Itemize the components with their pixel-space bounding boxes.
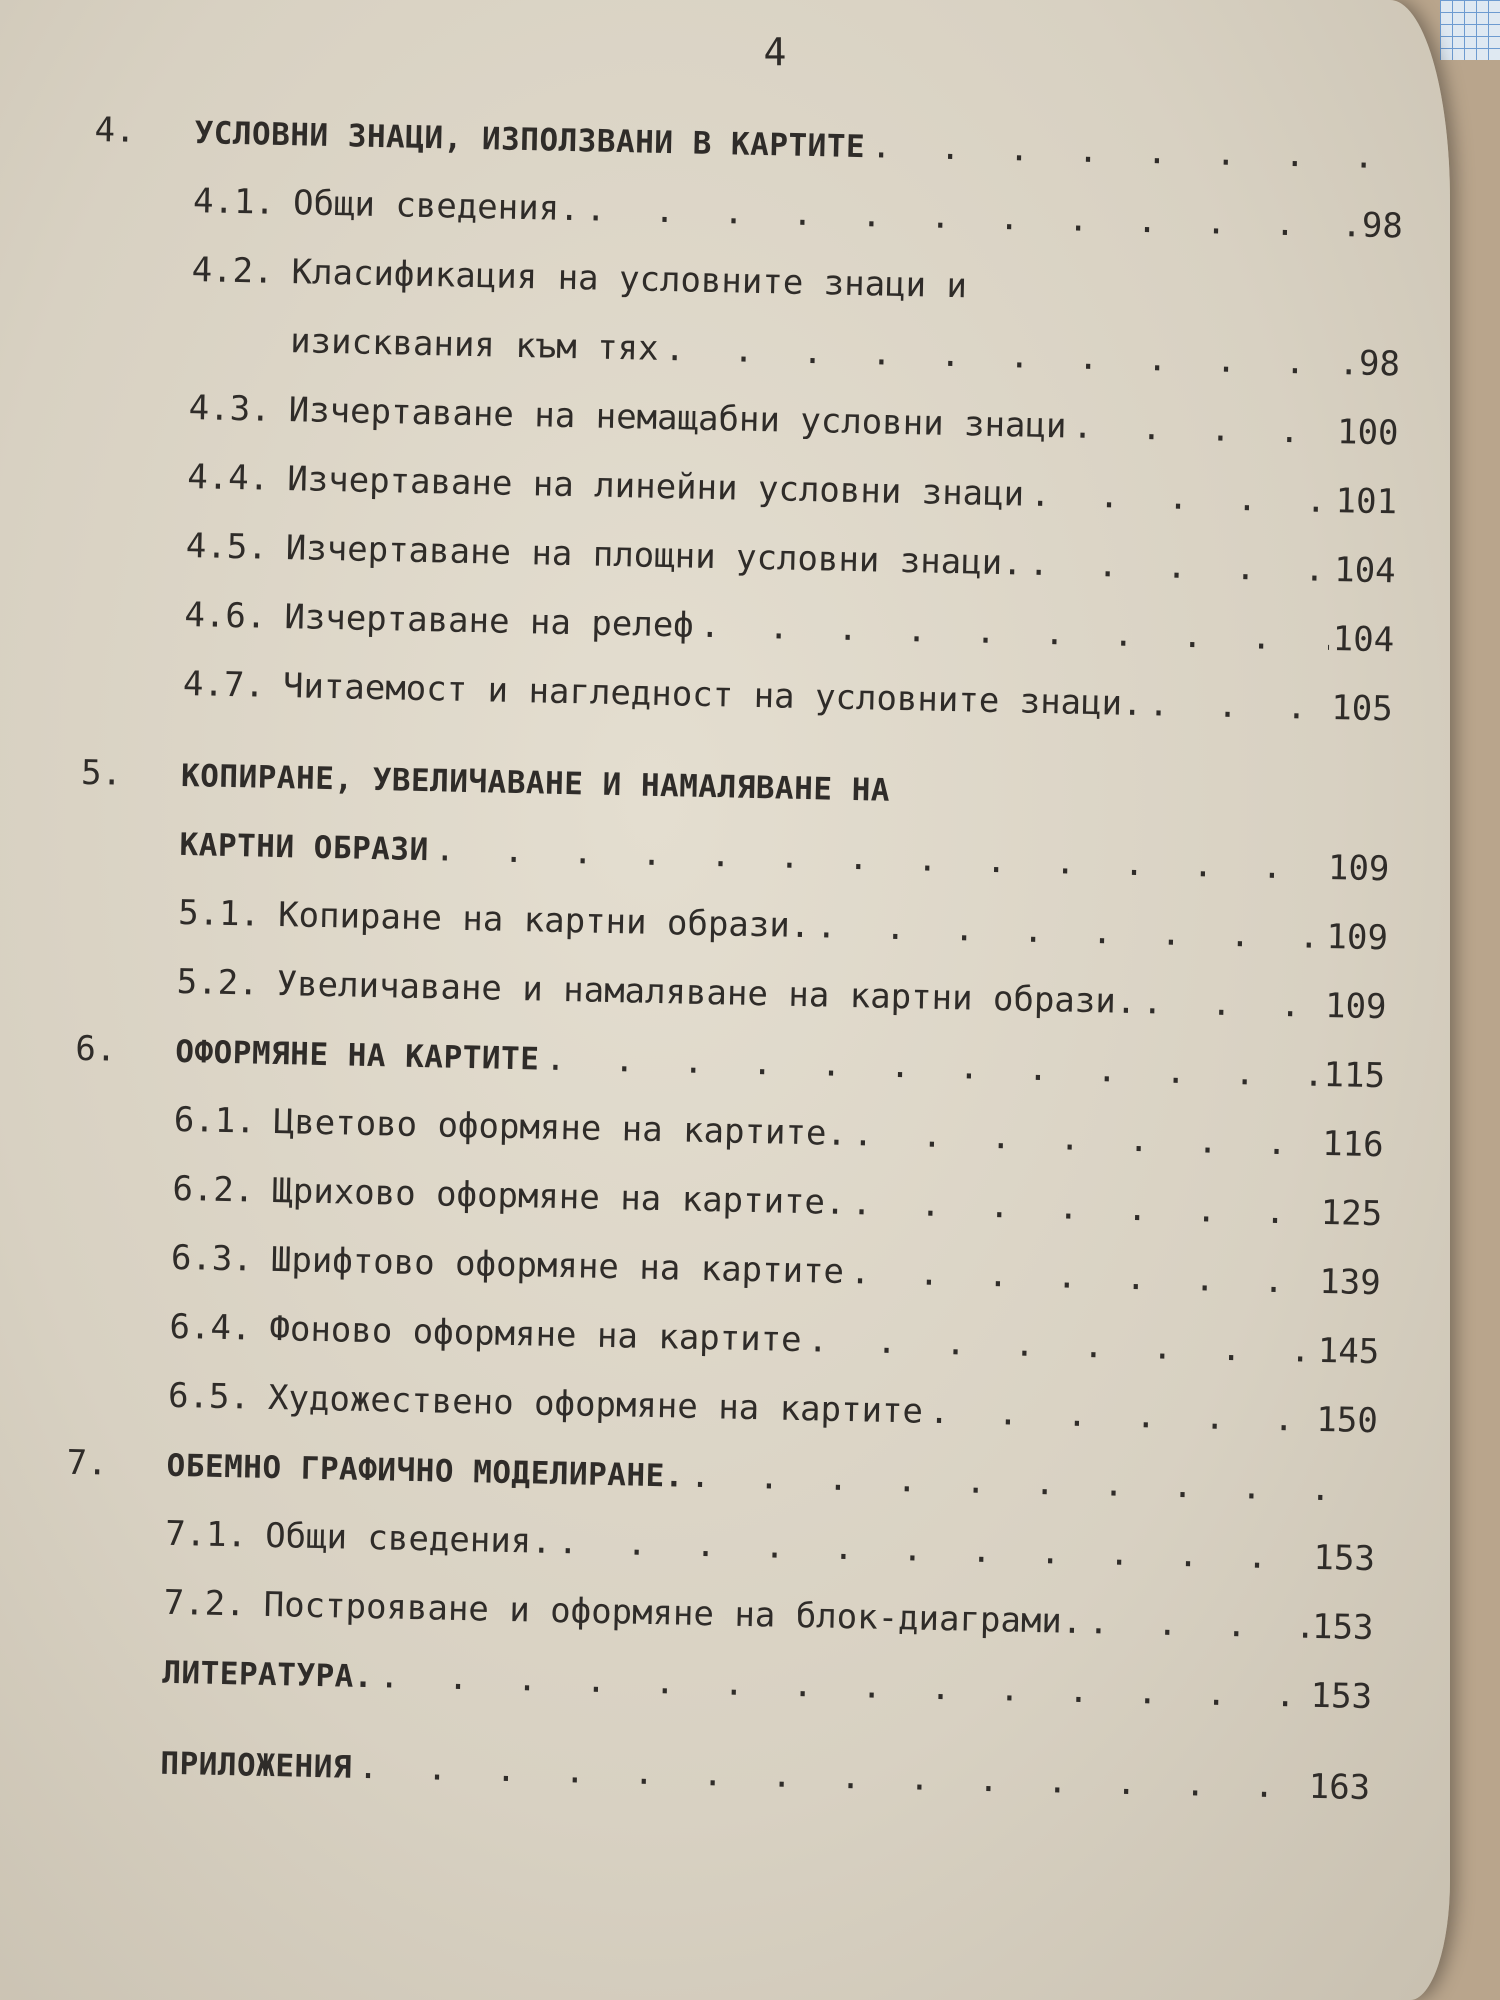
dot-leader [865,126,1405,177]
dot-leader [1024,475,1332,521]
toc-section-number-blank [79,853,179,855]
toc-entry-number: 4.5. [185,526,269,568]
toc-entry-title: Изчертаване на релеф [284,597,695,646]
toc-page-number: 109 [1327,847,1390,890]
toc-entry-title: Общи сведения. [264,1515,553,1562]
toc-entry-number: 6.5. [167,1375,251,1418]
dot-leader [923,1392,1313,1440]
toc-entry-number: 7.1. [164,1513,248,1556]
toc-entry-number: 4.7. [182,663,266,706]
background-grid-paper [1440,0,1500,60]
toc-page-number: 153 [1311,1606,1374,1649]
toc-entry-number: 4.3. [188,388,272,430]
dot-leader [1082,1602,1309,1647]
toc-entry-number: 4.4. [186,457,270,499]
toc-section-number: 4. [94,110,136,151]
toc-entry-number: 6.2. [172,1168,255,1211]
toc-page-number: 104 [1332,619,1395,661]
toc-entry-title: Изчертаване на немащабни условни знаци [288,390,1067,447]
table-of-contents [59,110,1404,1837]
toc-entry-number: 4.6. [184,594,267,637]
toc-entry-title: Шрифтово оформяне на картите [270,1239,845,1292]
toc-entry-title: Построяване и оформяне на блок-диаграми. [263,1584,1083,1643]
toc-entry-title: Фоново оформяне на картите [269,1308,803,1361]
toc-section-title-continued: КАРТНИ ОБРАЗИ [179,826,430,869]
toc-literature-title: ЛИТЕРАТУРА. [161,1654,374,1696]
toc-page-number: 139 [1318,1261,1382,1304]
toc-entry-number: 6.1. [173,1099,257,1142]
toc-page-number: .98 [1341,205,1404,247]
toc-page-number: 100 [1336,412,1399,454]
toc-entry-title: Увеличаване и намаляване на картни образи. [276,964,1137,1022]
toc-entry-title: Общи сведения. [292,183,581,230]
toc-page-number: 109 [1326,916,1389,959]
toc-page-number: 105 [1330,688,1394,730]
toc-entry-title: Художествено оформяне на картите [267,1377,924,1432]
toc-page-number: 153 [1310,1675,1373,1718]
toc-page-number: 115 [1323,1054,1386,1097]
toc-page-number: 163 [1308,1766,1371,1809]
toc-entry-title: Цветово оформяне на картите. [273,1101,848,1154]
toc-entry-title: Щрихово оформяне на картите. [271,1170,846,1223]
toc-entry-number: 5.1. [177,892,261,935]
toc-entry-title: Читаемост и нагледност на условните знаци. [282,666,1143,725]
toc-entry-number: 7.2. [163,1582,247,1625]
toc-section-number: 6. [74,1028,117,1070]
dot-leader [846,1114,1318,1164]
toc-entry-title: Изчертаване на площни условни знаци. [285,528,1024,584]
dot-leader [845,1183,1317,1233]
dot-leader [1136,982,1322,1026]
toc-entry-title-continued: изисквания към тях [289,321,660,369]
toc-page-number: 153 [1313,1537,1376,1580]
toc-section-title: ОФОРМЯНЕ НА КАРТИТЕ [174,1033,540,1078]
dot-leader [844,1252,1316,1302]
dot-leader [1066,406,1333,452]
toc-page-number: 150 [1315,1399,1379,1442]
toc-appendices-title: ПРИЛОЖЕНИЯ [160,1745,353,1786]
toc-page-number: 101 [1335,481,1398,523]
toc-entry-number: 6.3. [170,1237,254,1280]
toc-page-number: .98 [1338,343,1401,385]
toc-section-title: УСЛОВНИ ЗНАЦИ, ИЗПОЛЗВАНИ В КАРТИТЕ [194,115,866,166]
toc-section-title: ОБЕМНО ГРАФИЧНО МОДЕЛИРАНЕ. [166,1447,685,1495]
toc-entry-title: Изчертаване на линейни условни знаци [286,459,1025,515]
toc-page-number: 116 [1321,1123,1385,1166]
toc-entry-number: 6.4. [169,1306,252,1349]
toc-entry-title: Копиране на картни образи. [277,895,811,947]
toc-page-number: 104 [1333,550,1397,592]
page-number: 4 [763,30,787,74]
toc-entry-number: 5.2. [176,961,260,1004]
toc-page-number: 109 [1324,985,1387,1028]
toc-page-number: 125 [1320,1192,1383,1235]
toc-section-number: 5. [80,752,123,794]
toc-entry-number: 4.1. [192,181,276,223]
toc-section-title: КОПИРАНЕ, УВЕЛИЧАВАНЕ И НАМАЛЯВАНЕ НА [180,757,891,809]
toc-entry-title: Класификация на условните знаци и [291,252,968,307]
toc-section-number: 7. [66,1442,109,1484]
toc-page-number: 145 [1317,1330,1380,1373]
dot-leader [1142,684,1328,728]
toc-entry-number: 4.2. [191,250,274,292]
dot-leader [1022,544,1330,590]
